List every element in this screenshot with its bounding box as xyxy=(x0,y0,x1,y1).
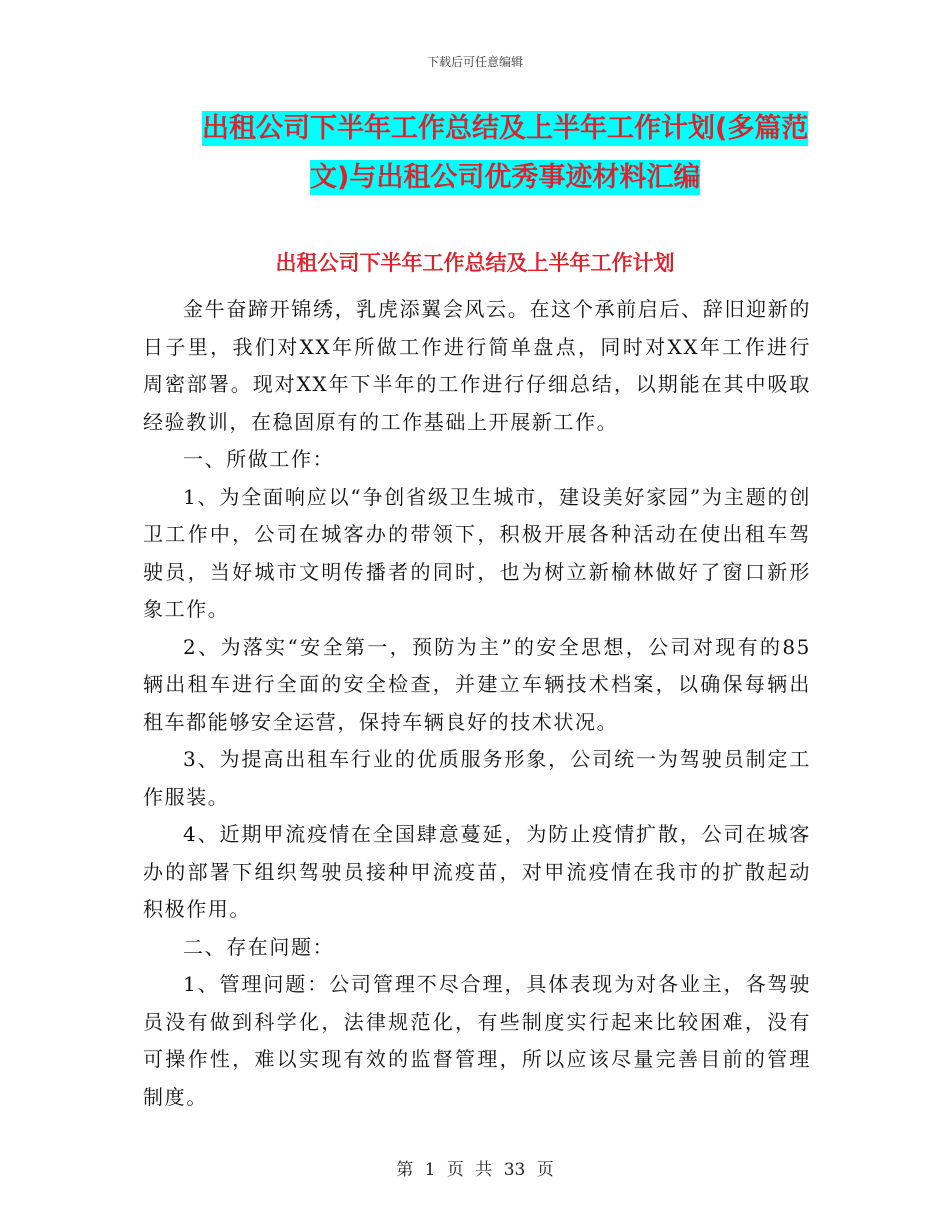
paragraph-intro: 金牛奋蹄开锦绣，乳虎添翼会风云。在这个承前启后、辞旧迎新的日子里，我们对XX年所做工作进行简单盘点，同时对XX年工作进行周密部署。现对XX年下半年的工作进行仔细总结，以期能在其中吸取经验教训，在稳固原有的工作基础上开展新工作。 xyxy=(143,297,811,434)
paragraph-heading-problems: 二、存在问题： xyxy=(183,934,335,959)
document-title xyxy=(140,104,840,202)
paragraph-item-3: 3、为提高出租车行业的优质服务形象，公司统一为驾驶员制定工作服装。 xyxy=(143,747,811,809)
page-header-note: 下载后可任意编辑 xyxy=(426,55,523,69)
document-title-line-1: 出租公司下半年工作总结及上半年工作计划(多篇范 xyxy=(202,113,809,144)
document-body xyxy=(143,291,811,1116)
paragraph-problem-1: 1、管理问题：公司管理不尽合理，具体表现为对各业主，各驾驶员没有做到科学化，法律规范化，有些制度实行起来比较困难，没有可操作性，难以实现有效的监督管理，所以应该尽量完善目前的管理制度。 xyxy=(143,972,811,1109)
paragraph-item-4: 4、近期甲流疫情在全国肆意蔓延，为防止疫情扩散，公司在城客办的部署下组织驾驶员接种甲流疫苗，对甲流疫情在我市的扩散起动积极作用。 xyxy=(143,822,811,921)
document-title-line-2: 文)与出租公司优秀事迹材料汇编 xyxy=(310,162,701,193)
paragraph-heading-work-done: 一、所做工作： xyxy=(183,447,335,471)
page-number: 第 1 页 共 33 页 xyxy=(396,1160,554,1180)
paragraph-item-2: 2、为落实“安全第一，预防为主”的安全思想，公司对现有的85辆出租车进行全面的安全检查，并建立车辆技术档案，以确保每辆出租车都能够安全运营，保持车辆良好的技术状况。 xyxy=(143,634,811,734)
paragraph-item-1: 1、为全面响应以“争创省级卫生城市，建设美好家园”为主题的创卫工作中，公司在城客办的带领下，积极开展各种活动在使出租车驾驶员，当好城市文明传播者的同时，也为树立新榆林做好了窗口新形象工作。 xyxy=(143,484,811,621)
section-heading: 出租公司下半年工作总结及上半年工作计划 xyxy=(275,251,675,275)
